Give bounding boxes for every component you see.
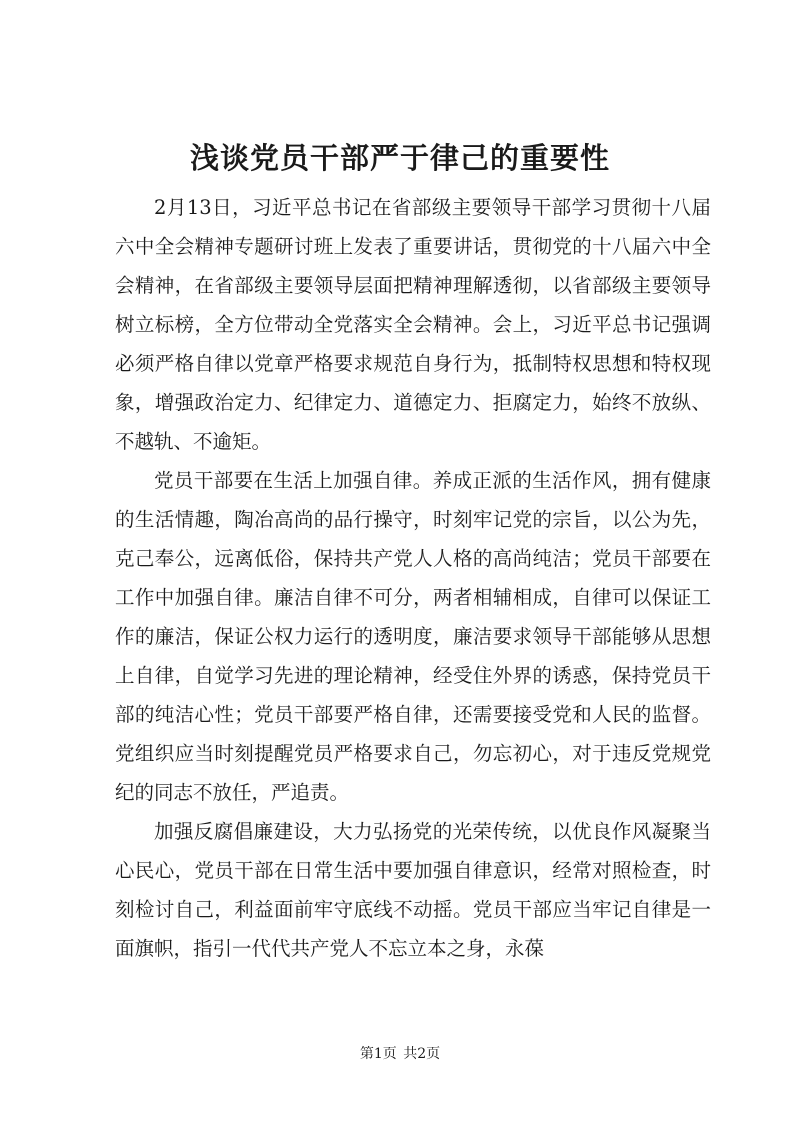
document-title: 浅谈党员干部严于律己的重要性 bbox=[189, 141, 610, 175]
paragraph-3: 加强反腐倡廉建设，大力弘扬党的光荣传统，以优良作风凝聚当心民心，党员干部在日常生活中要加强自律意识，经常对照检查，时刻检讨自己，利益面前牢守底线不动摇。党员干部应当牢记自律是一面旗帜，指引一代代共产党人不忘立本之身，永葆 bbox=[115, 820, 711, 960]
paragraph-1: 2月13日，习近平总书记在省部级主要领导干部学习贯彻十八届六中全会精神专题研讨班上发表了重要讲话，贯彻党的十八届六中全会精神，在省部级主要领导层面把精神理解透彻，以省部级主要领导树立标榜，全方位带动全党落实全会精神。会上，习近平总书记强调必须严格自律以党章严格要求规范自身行为，抵制特权思想和特权现象，增强政治定力、纪律定力、道德定力、拒腐定力，始终不放纵、不越轨、不逾矩。 bbox=[115, 196, 711, 453]
paragraph-2: 党员干部要在生活上加强自律。养成正派的生活作风，拥有健康的生活情趣，陶冶高尚的品行操守，时刻牢记党的宗旨，以公为先，克己奉公，远离低俗，保持共产党人人格的高尚纯洁；党员干部要在工作中加强自律。廉洁自律不可分，两者相辅相成，自律可以保证工作的廉洁，保证公权力运行的透明度，廉洁要求领导干部能够从思想上自律，自觉学习先进的理论精神，经受住外界的诱惑，保持党员干部的纯洁心性；党员干部要严格自律，还需要接受党和人民的监督。党组织应当时刻提醒党员严格要求自己，勿忘初心，对于违反党规党纪的同志不放任，严追责。 bbox=[115, 469, 711, 804]
document-body bbox=[115, 188, 711, 968]
page-number-footer: 第1页 共2页 bbox=[359, 1046, 441, 1062]
